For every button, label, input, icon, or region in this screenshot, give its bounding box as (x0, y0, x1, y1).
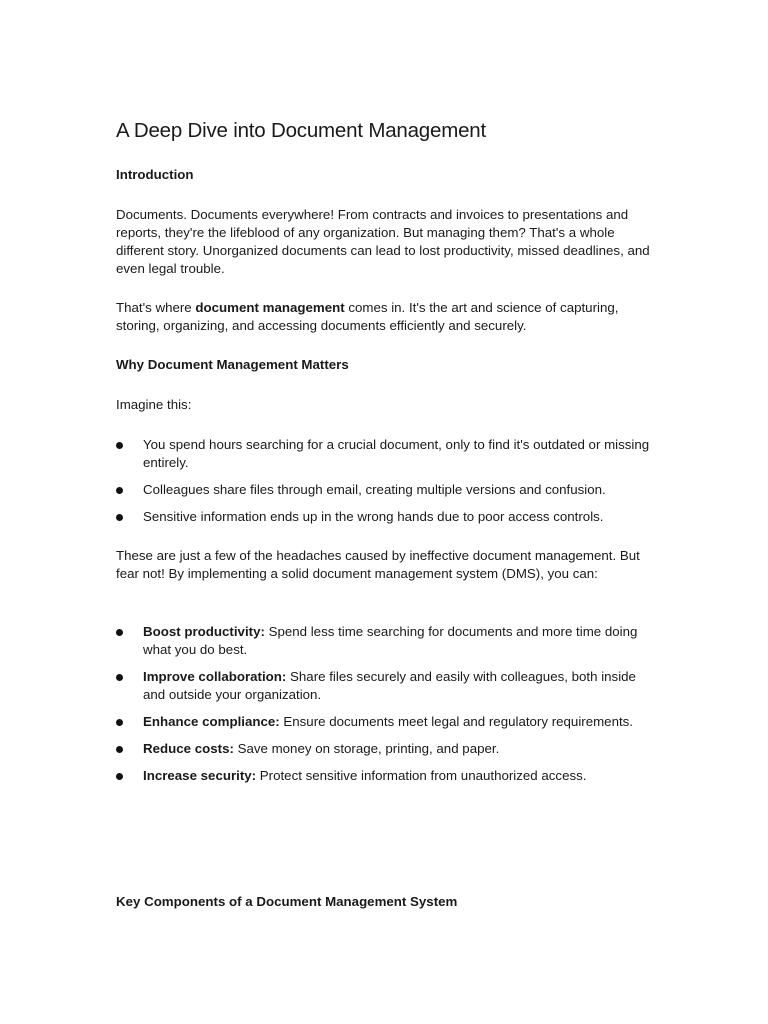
benefit-text: Ensure documents meet legal and regulatory requirements. (279, 714, 633, 729)
list-item-text: You spend hours searching for a crucial document, only to find it's outdated or missing entirely. (143, 437, 650, 470)
benefit-label: Improve collaboration: (143, 669, 287, 684)
list-item-text (143, 713, 655, 731)
headaches-paragraph: These are just a few of the headaches caused by ineffective document management. But fear not! By implementing a solid document management system (DMS), you can: (116, 548, 640, 581)
benefit-text: Share files securely and easily with colleagues, both inside and outside your organization. (143, 669, 636, 702)
intro-paragraph-2 (116, 299, 656, 335)
list-item (116, 668, 656, 704)
problems-list (116, 436, 656, 535)
list-item (116, 740, 656, 758)
bullet-icon (116, 674, 123, 681)
list-item (116, 508, 656, 526)
intro-paragraph-2-end: comes in. It's the art and science of capturing, storing, organizing, and accessing documents efficiently and securely. (116, 300, 619, 333)
list-item (116, 623, 656, 659)
list-item (116, 436, 656, 472)
intro-paragraph-1: Documents. Documents everywhere! From contracts and invoices to presentations and reports, they're the lifeblood of any organization. But managing them? That's a whole different story. Unorganized documents can lead to lost productivity, missed deadlines, and even legal trouble. (116, 207, 650, 276)
document-management-term: document management (195, 300, 345, 315)
imagine-text: Imagine this: (116, 397, 192, 412)
list-item-text: Colleagues share files through email, creating multiple versions and confusion. (143, 482, 606, 497)
document-title: A Deep Dive into Document Management (116, 119, 486, 142)
list-item (116, 767, 656, 785)
benefits-list (116, 623, 656, 794)
benefit-text: Save money on storage, printing, and paper. (233, 741, 500, 756)
bullet-icon (116, 719, 123, 726)
benefit-label: Enhance compliance: (143, 714, 280, 729)
benefit-text: Spend less time searching for documents and more time doing what you do best. (143, 624, 638, 657)
list-item-text (143, 623, 655, 659)
list-item-text (143, 767, 655, 785)
bullet-icon (116, 629, 123, 636)
bullet-icon (116, 442, 123, 449)
benefit-text: Protect sensitive information from unauthorized access. (256, 768, 587, 783)
bullet-icon (116, 746, 123, 753)
list-item-text (143, 668, 655, 704)
bullet-icon (116, 773, 123, 780)
list-item-text (143, 740, 655, 758)
introduction-heading: Introduction (116, 167, 194, 182)
bullet-icon (116, 514, 123, 521)
list-item-text: Sensitive information ends up in the wrong hands due to poor access controls. (143, 509, 604, 524)
intro-paragraph-2-start: That's where (116, 300, 196, 315)
bullet-icon (116, 487, 123, 494)
benefit-label: Boost productivity: (143, 624, 265, 639)
benefit-label: Reduce costs: (143, 741, 234, 756)
list-item (116, 713, 656, 731)
why-heading: Why Document Management Matters (116, 357, 349, 372)
components-heading: Key Components of a Document Management System (116, 894, 458, 909)
benefit-label: Increase security: (143, 768, 257, 783)
list-item (116, 481, 656, 499)
